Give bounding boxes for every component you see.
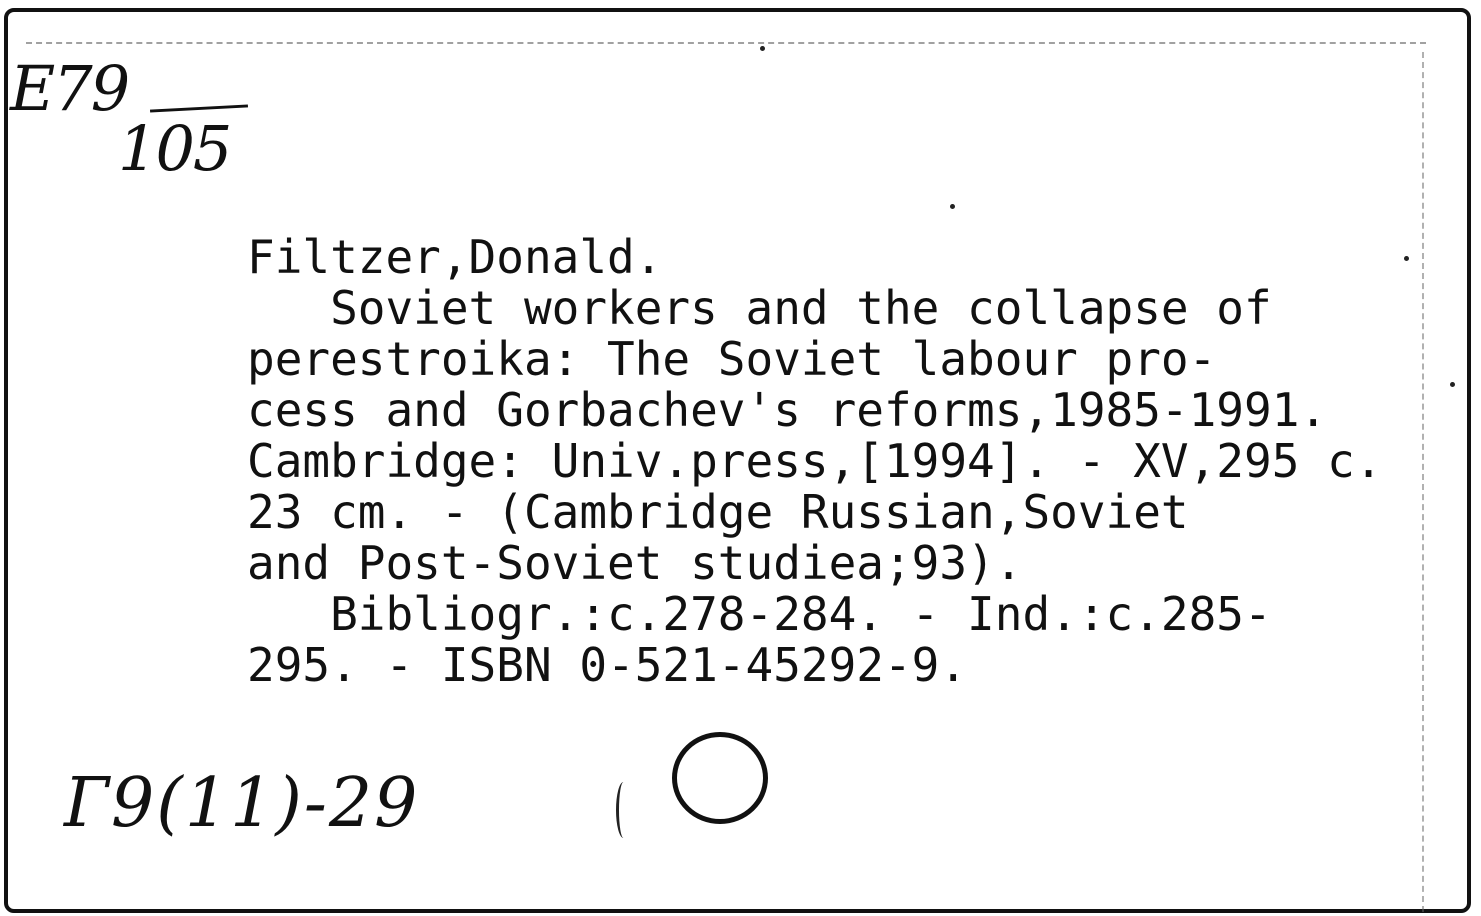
shelf-mark-numerator: E79 (10, 52, 129, 125)
scan-speck (1450, 382, 1455, 387)
record-line: 23 cm. - (Cambridge Russian,Soviet (247, 485, 1189, 539)
stamp-circle (672, 732, 768, 824)
record-line: perestroika: The Soviet labour pro- (247, 332, 1217, 386)
record-line: and Post-Soviet studiea;93). (247, 536, 1023, 590)
record-line: 295. - ISBN 0-521-45292-9. (247, 638, 968, 692)
bibliographic-record (247, 232, 1417, 691)
record-line: cess and Gorbachev's reforms,1985-1991. (247, 383, 1328, 437)
scan-speck (950, 204, 955, 209)
record-line: Soviet workers and the collapse of (247, 281, 1272, 335)
classification-code: Г9(11)-29 (64, 764, 420, 843)
record-line: Bibliogr.:c.278-284. - Ind.:c.285- (247, 587, 1272, 641)
scan-line-right (1422, 52, 1424, 912)
shelf-mark-denominator: 105 (118, 112, 231, 185)
scan-speck (1404, 256, 1409, 261)
record-line: Filtzer,Donald. (247, 230, 663, 284)
stamp-mark (616, 782, 631, 838)
record-line: Cambridge: Univ.press,[1994]. - XV,295 c. (247, 434, 1383, 488)
scan-speck (760, 46, 765, 51)
scan-line-top (26, 42, 1426, 44)
